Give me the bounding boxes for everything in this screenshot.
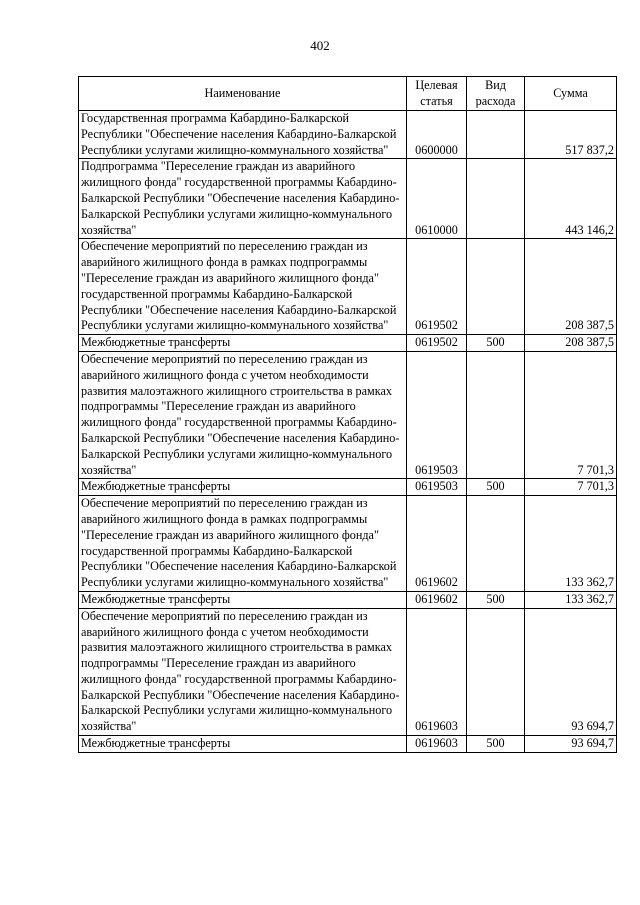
- table-row: [79, 496, 617, 592]
- row-code: 0600000: [407, 111, 467, 159]
- table-row: [79, 608, 617, 735]
- row-amount: 208 387,5: [525, 239, 617, 335]
- row-amount: 443 146,2: [525, 159, 617, 239]
- table-row: [79, 479, 617, 496]
- table-row: [79, 591, 617, 608]
- page-number: 402: [310, 38, 330, 53]
- row-amount: 517 837,2: [525, 111, 617, 159]
- table-row: [79, 239, 617, 335]
- row-code: 0610000: [407, 159, 467, 239]
- row-name: Межбюджетные трансферты: [79, 479, 407, 496]
- row-kind: 500: [467, 335, 525, 352]
- row-name: Подпрограмма "Переселение граждан из аварийного жилищного фонда" государственной программы Кабардино-Балкарской Республики "Обеспечение населения Кабардино-Балкарской Республики услугами жилищно-коммунального хозяйства": [79, 159, 407, 239]
- row-code: 0619603: [407, 608, 467, 735]
- row-kind: [467, 239, 525, 335]
- row-amount: 7 701,3: [525, 479, 617, 496]
- header-name: Наименование: [79, 77, 407, 111]
- row-kind: [467, 111, 525, 159]
- row-name: Государственная программа Кабардино-Балкарской Республики "Обеспечение населения Кабардино-Балкарской Республики услугами жилищно-коммунального хозяйства": [79, 111, 407, 159]
- table-header-row: [79, 77, 617, 111]
- row-name: Межбюджетные трансферты: [79, 591, 407, 608]
- table-row: [79, 736, 617, 753]
- row-name: Обеспечение мероприятий по переселению граждан из аварийного жилищного фонда в рамках подпрограммы "Переселение граждан из аварийного жилищного фонда" государственной программы Кабардино-Балкарской Республики "Обеспечение населения Кабардино-Балкарской Республики услугами жилищно-коммунального хозяйства": [79, 239, 407, 335]
- row-code: 0619503: [407, 351, 467, 478]
- row-kind: [467, 351, 525, 478]
- row-code: 0619603: [407, 736, 467, 753]
- row-code: 0619602: [407, 496, 467, 592]
- row-name: Межбюджетные трансферты: [79, 736, 407, 753]
- row-code: 0619602: [407, 591, 467, 608]
- row-kind: [467, 608, 525, 735]
- row-amount: 93 694,7: [525, 736, 617, 753]
- row-kind: [467, 159, 525, 239]
- row-name: Обеспечение мероприятий по переселению граждан из аварийного жилищного фонда в рамках подпрограммы "Переселение граждан из аварийного жилищного фонда" государственной программы Кабардино-Балкарской Республики "Обеспечение населения Кабардино-Балкарской Республики услугами жилищно-коммунального хозяйства": [79, 496, 407, 592]
- row-name: Обеспечение мероприятий по переселению граждан из аварийного жилищного фонда с учетом необходимости развития малоэтажного жилищного строительства в рамках подпрограммы "Переселение граждан из аварийного жилищного фонда" государственной программы Кабардино-Балкарской Республики "Обеспечение населения Кабардино-Балкарской Республики услугами жилищно-коммунального хозяйства": [79, 351, 407, 478]
- header-expense-type: Вид расхода: [467, 77, 525, 111]
- table-row: [79, 335, 617, 352]
- row-kind: 500: [467, 479, 525, 496]
- row-amount: 133 362,7: [525, 496, 617, 592]
- budget-table: [78, 76, 617, 753]
- row-amount: 133 362,7: [525, 591, 617, 608]
- table-row: [79, 351, 617, 478]
- row-kind: 500: [467, 736, 525, 753]
- table-row: [79, 111, 617, 159]
- row-code: 0619502: [407, 335, 467, 352]
- row-code: 0619503: [407, 479, 467, 496]
- row-name: Обеспечение мероприятий по переселению граждан из аварийного жилищного фонда с учетом необходимости развития малоэтажного жилищного строительства в рамках подпрограммы "Переселение граждан из аварийного жилищного фонда" государственной программы Кабардино-Балкарской Республики "Обеспечение населения Кабардино-Балкарской Республики услугами жилищно-коммунального хозяйства": [79, 608, 407, 735]
- header-amount: Сумма: [525, 77, 617, 111]
- row-code: 0619502: [407, 239, 467, 335]
- row-kind: [467, 496, 525, 592]
- header-target-article: Целевая статья: [407, 77, 467, 111]
- row-name: Межбюджетные трансферты: [79, 335, 407, 352]
- row-amount: 93 694,7: [525, 608, 617, 735]
- table-row: [79, 159, 617, 239]
- row-amount: 208 387,5: [525, 335, 617, 352]
- row-amount: 7 701,3: [525, 351, 617, 478]
- row-kind: 500: [467, 591, 525, 608]
